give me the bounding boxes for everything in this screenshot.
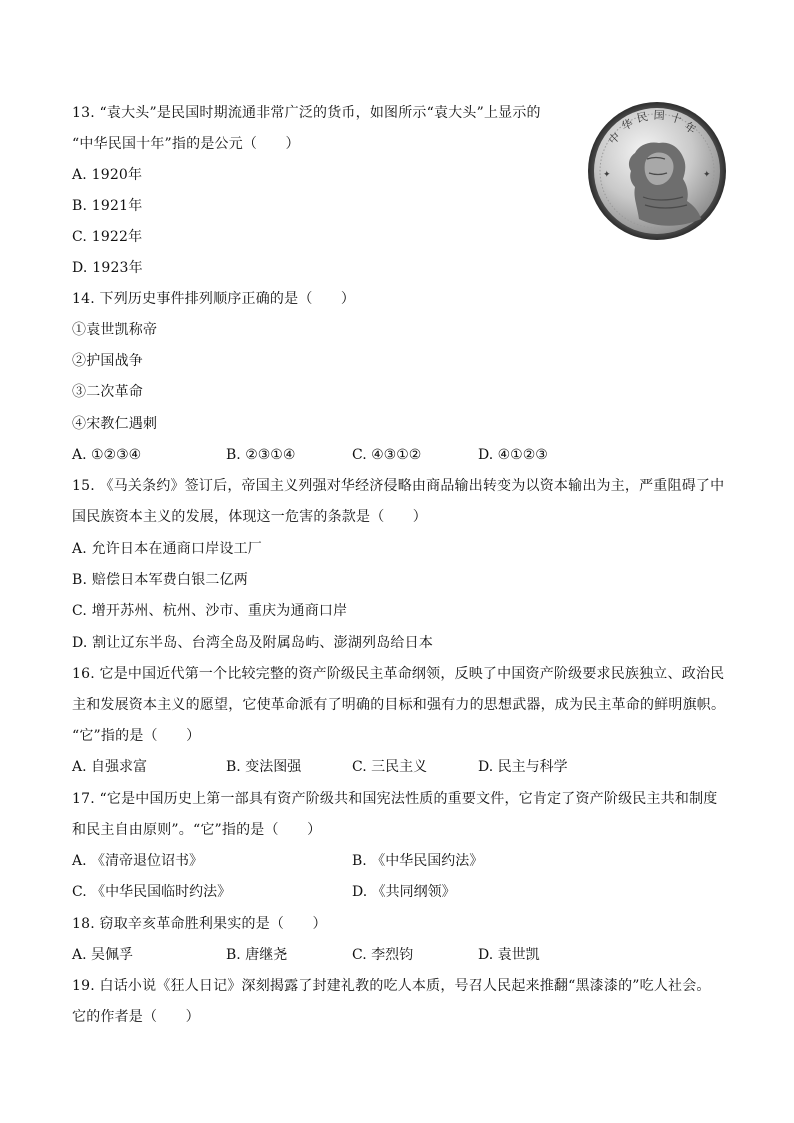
q15-option-b: B. 赔偿日本军费白银二亿两 — [72, 572, 248, 588]
q13-stem-line2: “中华民国十年”指的是公元（ ） — [72, 136, 300, 152]
q15-option-a: A. 允许日本在通商口岸设工厂 — [72, 541, 263, 557]
q14-option-b: B. ②③①④ — [226, 447, 296, 463]
q16-stem-line2: 主和发展资本主义的愿望，它使革命派有了明确的目标和强有力的思想武器，成为民主革命的鲜明旗帜。 — [72, 697, 726, 713]
q16-option-b: B. 变法图强 — [226, 759, 302, 775]
q18-option-d: D. 袁世凯 — [478, 947, 540, 963]
q16-option-d: D. 民主与科学 — [478, 759, 568, 775]
q14-stem: 14. 下列历史事件排列顺序正确的是（ ） — [72, 291, 356, 307]
q18-stem: 18. 窃取辛亥革命胜利果实的是（ ） — [72, 916, 327, 932]
q17-stem-line1: 17. “它是中国历史上第一部具有资产阶级共和国宪法性质的重要文件，它肯定了资产阶级民主共和制度 — [72, 791, 718, 807]
svg-text:国: 国 — [653, 108, 666, 123]
q15-option-c: C. 增开苏州、杭州、沙市、重庆为通商口岸 — [72, 603, 348, 619]
q13-stem-line1: 13. “袁大头”是民国时期流通非常广泛的货币，如图所示“袁大头”上显示的 — [72, 105, 541, 121]
svg-text:十: 十 — [668, 110, 684, 127]
q16-stem-line3: “它”指的是（ ） — [72, 728, 201, 744]
q17-stem-line2: 和民主自由原则”。“它”指的是（ ） — [72, 822, 322, 838]
q14-item-4: ④宋教仁遇刺 — [72, 416, 158, 432]
q17-option-a: A. 《清帝退位诏书》 — [72, 853, 204, 869]
q17-option-c: C. 《中华民国临时约法》 — [72, 884, 232, 900]
q15-stem-line1: 15. 《马关条约》签订后，帝国主义列强对华经济侵略由商品输出转变为以资本输出为主，严重阻碍了中 — [72, 478, 725, 494]
svg-text:民: 民 — [635, 110, 650, 126]
q15-stem-line2: 国民族资本主义的发展，体现这一危害的条款是（ ） — [72, 509, 427, 525]
q16-stem-line1: 16. 它是中国近代第一个比较完整的资产阶级民主革命纲领，反映了中国资产阶级要求民族独立、政治民 — [72, 666, 725, 682]
q14-option-d: D. ④①②③ — [478, 447, 548, 463]
q16-option-c: C. 三民主义 — [352, 759, 428, 775]
q14-option-c: C. ④③①② — [352, 447, 422, 463]
q17-option-d: D. 《共同纲领》 — [352, 884, 456, 900]
q18-option-c: C. 李烈钧 — [352, 947, 414, 963]
q13-option-d: D. 1923年 — [72, 260, 143, 276]
yuan-datou-coin-image — [587, 101, 727, 241]
q13-option-b: B. 1921年 — [72, 198, 143, 214]
q13-option-c: C. 1922年 — [72, 229, 143, 245]
q13-option-a: A. 1920年 — [72, 167, 143, 183]
q18-option-b: B. 唐继尧 — [226, 947, 288, 963]
svg-text:华: 华 — [619, 116, 636, 134]
svg-text:✦: ✦ — [603, 170, 611, 180]
svg-text:中: 中 — [606, 130, 624, 148]
svg-text:年: 年 — [681, 119, 699, 137]
q19-stem-line1: 19. 白话小说《狂人日记》深刻揭露了封建礼教的吃人本质，号召人民起来推翻“黑漆漆的”吃人社会。 — [72, 978, 711, 994]
q14-item-1: ①袁世凯称帝 — [72, 322, 158, 338]
q15-option-d: D. 割让辽东半岛、台湾全岛及附属岛屿、澎湖列岛给日本 — [72, 635, 434, 651]
q16-option-a: A. 自强求富 — [72, 759, 148, 775]
q17-option-b: B. 《中华民国约法》 — [352, 853, 484, 869]
svg-text:✦: ✦ — [703, 170, 711, 180]
q14-item-2: ②护国战争 — [72, 353, 143, 369]
q19-stem-line2: 它的作者是（ ） — [72, 1009, 200, 1025]
q14-option-a: A. ①②③④ — [72, 447, 142, 463]
q14-item-3: ③二次革命 — [72, 384, 143, 400]
q18-option-a: A. 吴佩孚 — [72, 947, 134, 963]
